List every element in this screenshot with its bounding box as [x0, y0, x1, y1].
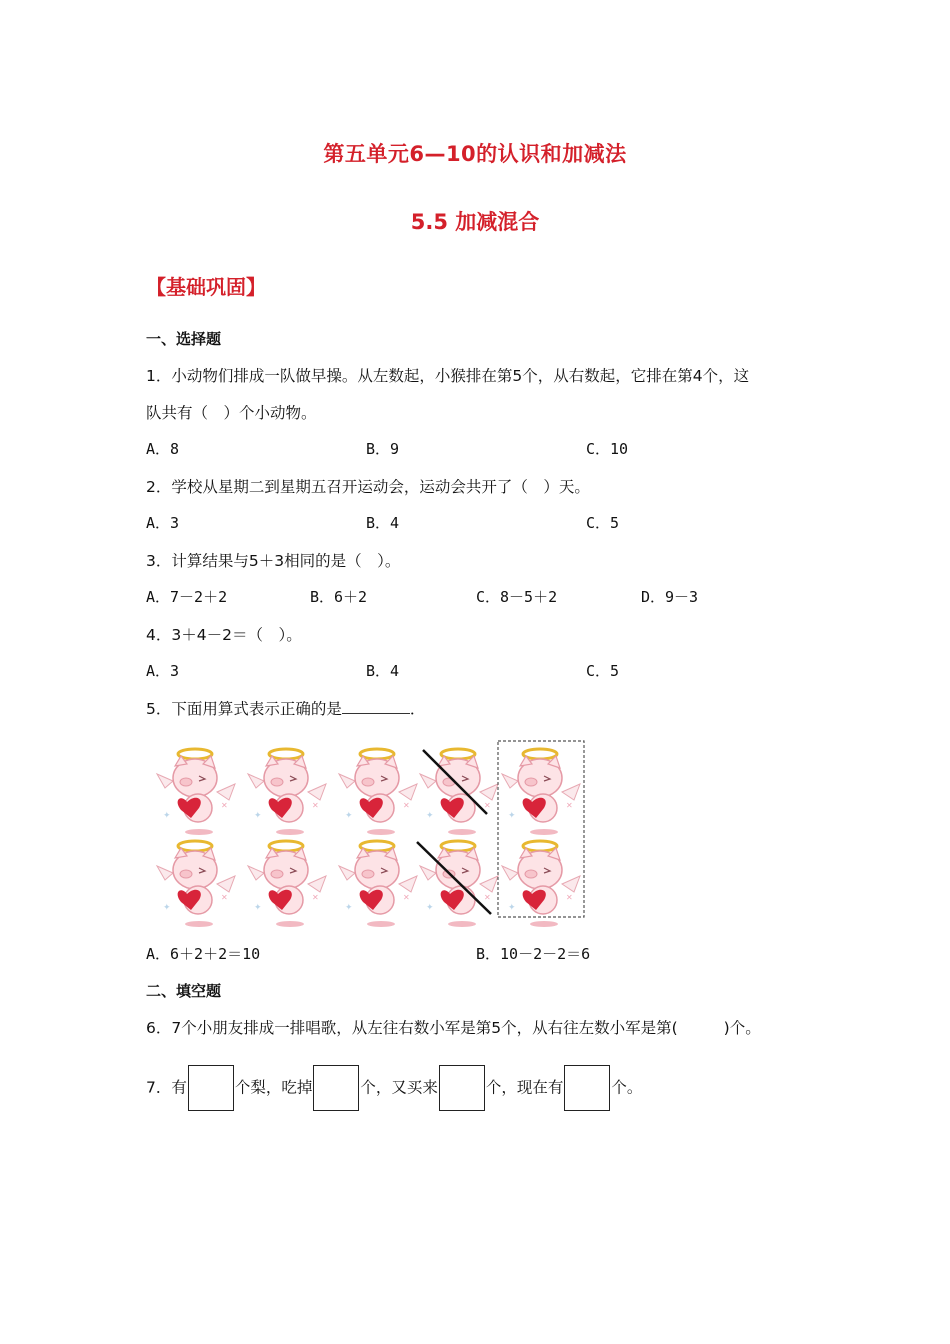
q3-text: 3．计算结果与5＋3相同的是（ ）。	[146, 552, 401, 570]
pig-illustration: ✦	[155, 738, 625, 923]
q5-answer-blank[interactable]	[342, 699, 410, 714]
pig-4	[420, 749, 498, 835]
pig-row-bottom	[157, 841, 580, 927]
q5-option-b: B．10－2－2＝6	[476, 945, 591, 963]
q1-option-b: B．9	[366, 440, 400, 458]
section-heading-fill: 二、填空题	[146, 982, 222, 1000]
pig-row-top	[157, 749, 580, 835]
q7-text	[146, 1065, 642, 1111]
q1-option-c: C．10	[586, 440, 629, 458]
pig-8	[339, 841, 417, 927]
pig-2	[248, 749, 326, 835]
pig-7	[248, 841, 326, 927]
q5-text-before: 5．下面用算式表示正确的是	[146, 700, 342, 718]
q7-box-1[interactable]	[188, 1065, 234, 1111]
q7-part-2: 个梨，吃掉	[234, 1078, 313, 1097]
q4-option-a: A．3	[146, 662, 180, 680]
q7-part-1: 7．有	[146, 1078, 187, 1097]
section-heading-choice: 一、选择题	[146, 330, 222, 348]
q5-text	[146, 697, 425, 719]
q7-part-5: 个。	[611, 1078, 643, 1097]
q7-box-3[interactable]	[439, 1065, 485, 1111]
unit-title: 第五单元6—10的认识和加减法	[323, 142, 627, 166]
q7-part-3: 个，又买来	[360, 1078, 438, 1097]
q1-option-a: A．8	[146, 440, 180, 458]
q6-text-after: )个。	[723, 1019, 761, 1037]
lesson-title: 5.5 加减混合	[410, 210, 540, 234]
q4-option-c: C．5	[586, 662, 620, 680]
q6-text	[146, 1016, 761, 1038]
q5-text-after: ．	[409, 700, 426, 718]
q2-option-b: B．4	[366, 514, 400, 532]
q2-option-c: C．5	[586, 514, 620, 532]
q1-line2: 队共有（ ）个小动物。	[146, 404, 317, 422]
q7-box-4[interactable]	[564, 1065, 610, 1111]
q3-option-c: C．8－5＋2	[476, 588, 558, 606]
q4-text: 4．3＋4－2＝（ ）。	[146, 626, 302, 644]
pig-1	[157, 749, 235, 835]
q6-text-before: 6．7个小朋友排成一排唱歌，从左往右数小军是第5个，从右往左数小军是第(	[146, 1019, 678, 1037]
section-tag: 【基础巩固】	[146, 275, 266, 299]
q1-line1: 1．小动物们排成一队做早操。从左数起，小猴排在第5个，从右数起，它排在第4个，这	[146, 367, 750, 385]
pig-6	[157, 841, 235, 927]
q2-option-a: A．3	[146, 514, 180, 532]
pig-5	[502, 749, 580, 835]
pig-3	[339, 749, 417, 835]
q4-option-b: B．4	[366, 662, 400, 680]
q7-box-2[interactable]	[313, 1065, 359, 1111]
q5-option-a: A．6＋2＋2＝10	[146, 945, 261, 963]
q3-option-b: B．6＋2	[310, 588, 368, 606]
q3-option-d: D．9－3	[641, 588, 699, 606]
q2-text: 2．学校从星期二到星期五召开运动会，运动会共开了（ ）天。	[146, 478, 590, 496]
pig-10	[502, 841, 580, 927]
q7-part-4: 个，现在有	[485, 1078, 564, 1097]
q3-option-a: A．7－2＋2	[146, 588, 228, 606]
